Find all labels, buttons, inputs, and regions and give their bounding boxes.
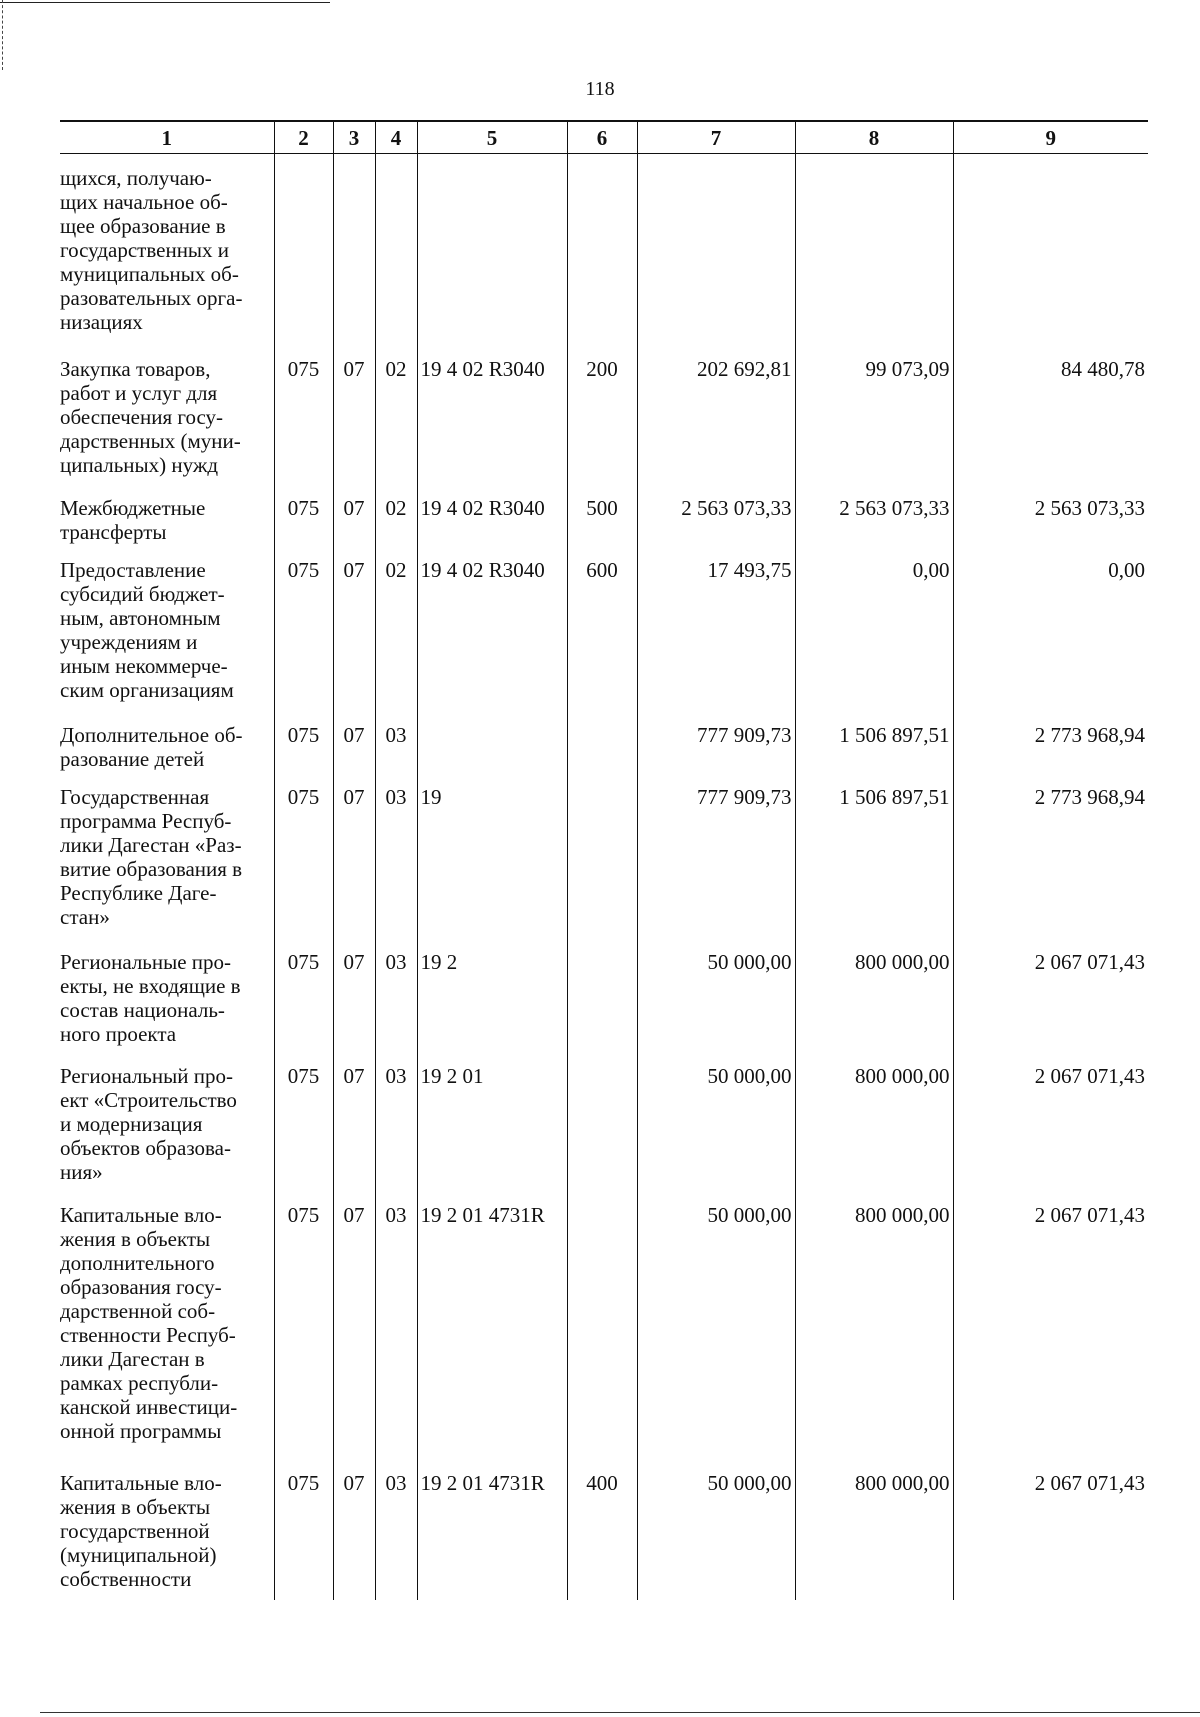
amount-col-7: 50 000,00 <box>637 1193 795 1461</box>
amount-col-8: 2 563 073,33 <box>795 486 953 548</box>
amount-col-9: 2 067 071,43 <box>953 940 1148 1054</box>
table-row <box>60 713 1148 775</box>
row-description: Закупка товаров, работ и услуг для обеспечения госу- дарственных (муни- ципальных) нужд <box>60 356 241 477</box>
page-number: 118 <box>585 78 615 100</box>
amount-col-8: 800 000,00 <box>795 940 953 1054</box>
column-header-6: 6 <box>567 121 637 154</box>
expense-type-code <box>567 713 637 775</box>
amount-col-7: 50 000,00 <box>637 940 795 1054</box>
row-description: Региональные про- екты, не входящие в состав националь- ного проекта <box>60 950 241 1047</box>
section-code: 07 <box>333 347 375 486</box>
section-code: 07 <box>333 548 375 713</box>
section-code <box>333 154 375 347</box>
subsection-code: 02 <box>375 486 417 548</box>
table-row <box>60 1193 1148 1461</box>
amount-col-8: 99 073,09 <box>795 347 953 486</box>
ministry-code <box>274 154 333 347</box>
target-article-code: 19 <box>417 775 567 940</box>
amount-col-7: 202 692,81 <box>637 347 795 486</box>
amount-col-9: 2 067 071,43 <box>953 1193 1148 1461</box>
expense-type-code: 500 <box>567 486 637 548</box>
ministry-code: 075 <box>274 940 333 1054</box>
section-code: 07 <box>333 1193 375 1461</box>
amount-col-9 <box>953 154 1148 347</box>
table-header-row <box>60 121 1148 154</box>
amount-col-8: 1 506 897,51 <box>795 775 953 940</box>
table-row <box>60 154 1148 347</box>
budget-table <box>60 120 1148 1600</box>
row-description: Дополнительное об- разование детей <box>60 723 243 772</box>
amount-col-8: 800 000,00 <box>795 1461 953 1600</box>
expense-type-code: 600 <box>567 548 637 713</box>
amount-col-7: 777 909,73 <box>637 775 795 940</box>
subsection-code <box>375 154 417 347</box>
subsection-code: 03 <box>375 1461 417 1600</box>
amount-col-8 <box>795 154 953 347</box>
table-row <box>60 1461 1148 1600</box>
subsection-code: 03 <box>375 775 417 940</box>
column-header-1: 1 <box>60 121 274 154</box>
table-body <box>60 154 1148 1601</box>
ministry-code: 075 <box>274 347 333 486</box>
amount-col-7: 2 563 073,33 <box>637 486 795 548</box>
scan-edge-top <box>0 2 330 3</box>
amount-col-9: 2 067 071,43 <box>953 1461 1148 1600</box>
target-article-code <box>417 713 567 775</box>
column-header-3: 3 <box>333 121 375 154</box>
amount-col-8: 800 000,00 <box>795 1054 953 1193</box>
table-row <box>60 486 1148 548</box>
amount-col-7: 50 000,00 <box>637 1461 795 1600</box>
section-code: 07 <box>333 713 375 775</box>
amount-col-7: 17 493,75 <box>637 548 795 713</box>
ministry-code: 075 <box>274 548 333 713</box>
amount-col-9: 2 563 073,33 <box>953 486 1148 548</box>
ministry-code: 075 <box>274 486 333 548</box>
expense-type-code <box>567 1193 637 1461</box>
target-article-code <box>417 154 567 347</box>
subsection-code: 03 <box>375 1054 417 1193</box>
section-code: 07 <box>333 486 375 548</box>
row-description: Межбюджетные трансферты <box>60 496 206 545</box>
row-description: Капитальные вло- жения в объекты государственной (муниципальной) собственности <box>60 1470 222 1591</box>
expense-type-code <box>567 775 637 940</box>
table-row <box>60 940 1148 1054</box>
amount-col-8: 800 000,00 <box>795 1193 953 1461</box>
section-code: 07 <box>333 940 375 1054</box>
target-article-code: 19 4 02 R3040 <box>417 486 567 548</box>
row-description: Государственная программа Респуб- лики Дагестан «Раз- витие образования в Республике Даге- стан» <box>60 785 243 930</box>
amount-col-9: 84 480,78 <box>953 347 1148 486</box>
amount-col-9: 2 773 968,94 <box>953 775 1148 940</box>
amount-col-7: 777 909,73 <box>637 713 795 775</box>
expense-type-code: 400 <box>567 1461 637 1600</box>
column-header-2: 2 <box>274 121 333 154</box>
target-article-code: 19 2 01 4731R <box>417 1461 567 1600</box>
row-description: Предоставление субсидий бюджет- ным, автономным учреждениям и иным некоммерче- ским организациям <box>60 558 234 703</box>
table-row <box>60 775 1148 940</box>
amount-col-8: 1 506 897,51 <box>795 713 953 775</box>
subsection-code: 03 <box>375 713 417 775</box>
expense-type-code <box>567 940 637 1054</box>
subsection-code: 02 <box>375 548 417 713</box>
table-row <box>60 347 1148 486</box>
row-description: щихся, получаю- щих начальное об- щее образование в государственных и муниципальных об- разовательных орга- низациях <box>60 166 243 334</box>
target-article-code: 19 2 01 4731R <box>417 1193 567 1461</box>
table-row <box>60 548 1148 713</box>
column-header-7: 7 <box>637 121 795 154</box>
target-article-code: 19 4 02 R3040 <box>417 548 567 713</box>
target-article-code: 19 4 02 R3040 <box>417 347 567 486</box>
column-header-9: 9 <box>953 121 1148 154</box>
column-header-4: 4 <box>375 121 417 154</box>
amount-col-7: 50 000,00 <box>637 1054 795 1193</box>
expense-type-code: 200 <box>567 347 637 486</box>
ministry-code: 075 <box>274 775 333 940</box>
column-header-5: 5 <box>417 121 567 154</box>
scan-edge-left <box>2 0 3 70</box>
ministry-code: 075 <box>274 1461 333 1600</box>
column-header-8: 8 <box>795 121 953 154</box>
section-code: 07 <box>333 1461 375 1600</box>
row-description: Капитальные вло- жения в объекты дополнительного образования госу- дарственной соб- ственности Респуб- лики Дагестан в рамках республи- канской инвестици- онной программы <box>60 1202 238 1443</box>
section-code: 07 <box>333 775 375 940</box>
target-article-code: 19 2 <box>417 940 567 1054</box>
table-row <box>60 1054 1148 1193</box>
ministry-code: 075 <box>274 1054 333 1193</box>
amount-col-9: 2 067 071,43 <box>953 1054 1148 1193</box>
amount-col-9: 0,00 <box>953 548 1148 713</box>
amount-col-7 <box>637 154 795 347</box>
amount-col-9: 2 773 968,94 <box>953 713 1148 775</box>
ministry-code: 075 <box>274 713 333 775</box>
subsection-code: 02 <box>375 347 417 486</box>
amount-col-8: 0,00 <box>795 548 953 713</box>
ministry-code: 075 <box>274 1193 333 1461</box>
expense-type-code <box>567 154 637 347</box>
target-article-code: 19 2 01 <box>417 1054 567 1193</box>
subsection-code: 03 <box>375 940 417 1054</box>
section-code: 07 <box>333 1054 375 1193</box>
row-description: Региональный про- ект «Строительство и модернизация объектов образова- ния» <box>60 1063 237 1184</box>
subsection-code: 03 <box>375 1193 417 1461</box>
expense-type-code <box>567 1054 637 1193</box>
scan-edge-bottom <box>40 1712 1200 1713</box>
